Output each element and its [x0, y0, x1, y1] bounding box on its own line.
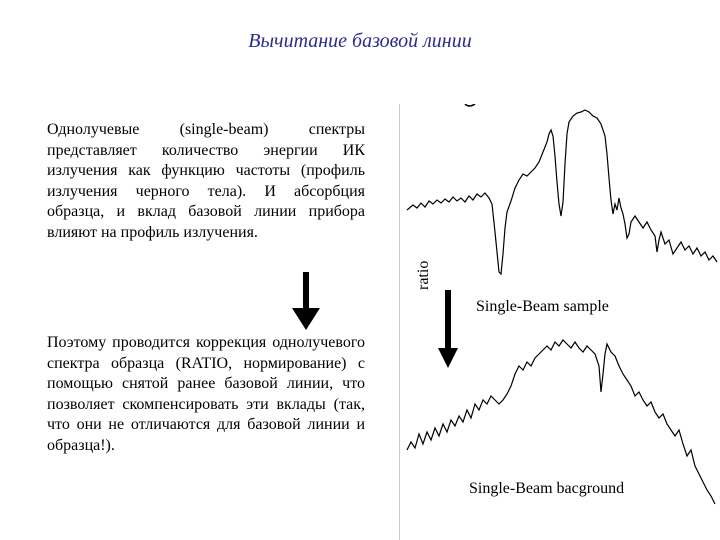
ratio-axis-label: ratio [415, 260, 432, 290]
background-spectrum-label: Single-Beam bacground [469, 480, 625, 497]
down-arrow-icon [288, 272, 324, 332]
figure-top-mark [465, 104, 475, 106]
slide-title: Вычитание базовой линии [248, 30, 472, 52]
paragraph-single-beam-description: Однолучевые (single-beam) спектры представляет количество энергии ИК излучения как функцию частоты (профиль излучения черного тела). И абсорбция образца, и вклад базовой линии прибора влияют на профиль излучения. [47, 121, 365, 241]
ratio-down-arrow-icon [436, 290, 460, 370]
paragraph-ratio-correction: Поэтому проводится коррекция однолучевого спектра образца (RATIO, нормирование) с помощью снятой ранее базовой линии, что позволяет скомпенсировать эти вклады (так, что они не отличаются для базовой линии и образца!). [47, 334, 365, 454]
sample-spectrum-line [407, 110, 717, 274]
sample-spectrum-label: Single-Beam sample [476, 298, 609, 315]
